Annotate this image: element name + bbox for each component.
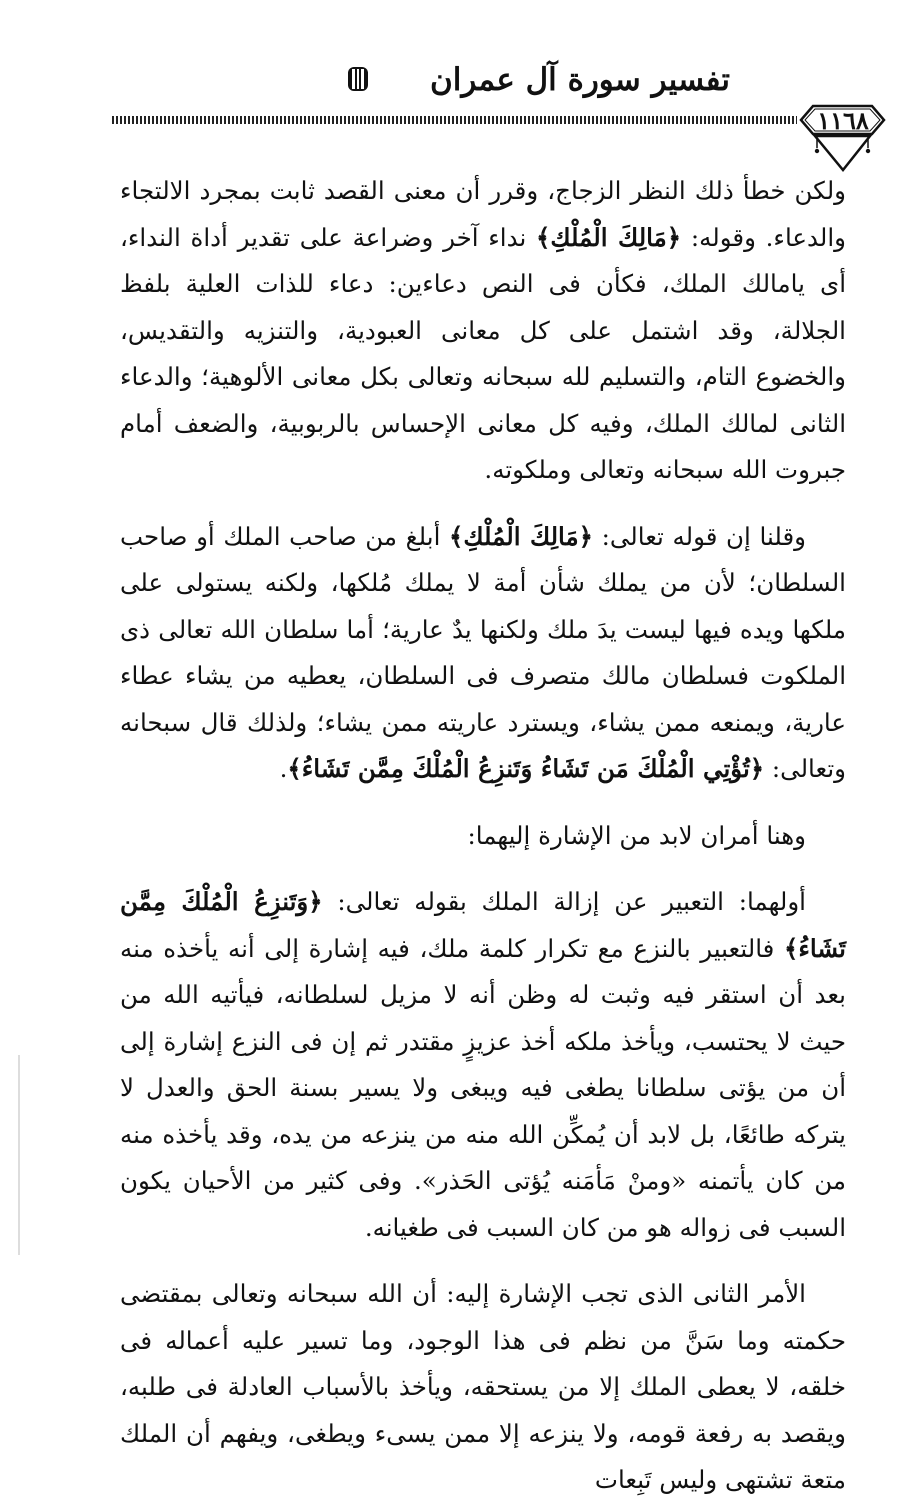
- page-number: ١١٦٨: [817, 106, 869, 135]
- paragraph: [120, 879, 846, 1251]
- text-run: .: [279, 754, 288, 783]
- text-run: ولكن خطأ ذلك النظر الزجاج، وقرر أن معنى القصد ثابت بمجرد الالتجاء والدعاء. وقوله:: [120, 176, 846, 252]
- body-text: [120, 168, 846, 1504]
- text-run: أبلغ من صاحب الملك أو صاحب السلطان؛ لأن من يملك شأن أمة لا يملك مُلكها، ولكنه يستولى على ملكها ويده فيها ليست يدَ ملك ولكنها يدٌ عارية؛ أما سلطان الله تعالى ذى الملكوت فسلطان مالك متصرف فى السلطان، يعطيه من يشاء عطاء عارية، ويمنعه ممن يشاء، ويسترد عاريته ممن يشاء؛ ولذلك قال سبحانه وتعالى:: [120, 521, 846, 783]
- paragraph: [120, 1271, 846, 1504]
- header-dotted-rule: [112, 116, 797, 124]
- ornament-icon: [344, 64, 372, 94]
- running-header-title: تفسير سورة آل عمران: [429, 62, 730, 98]
- quran-quote: ﴿مَالِكَ الْمُلْكِ﴾: [449, 521, 593, 551]
- paragraph: [120, 514, 846, 793]
- scan-edge-line: [18, 1055, 20, 1255]
- quran-quote: ﴿وَتَنزِعُ الْمُلْكَ مِمَّن تَشَاءُ﴾: [120, 887, 846, 963]
- text-run: الأمر الثانى الذى تجب الإشارة إليه: أن الله سبحانه وتعالى بمقتضى حكمته وما سَنَّ من نظم فى هذا الوجود، وما تسير عليه أعماله فى خلقه، لا يعطى الملك إلا من يستحقه، ويأخذ بالأسباب العادلة فى طلبه، ويقصد به رفعة قومه، ولا ينزعه إلا ممن يسىء ويطغى، ويفهم أن الملك متعة تشتهى وليس تَبِعات: [120, 1279, 846, 1494]
- paragraph: [120, 168, 846, 494]
- text-run: فالتعبير بالنزع مع تكرار كلمة ملك، فيه إشارة إلى أنه يأخذه منه بعد أن استقر فيه وثبت له وظن أنه لا مزيل لسلطانه، فيأتيه الله من حيث لا يحتسب، ويأخذ ملكه أخذ عزيزٍ مقتدر ثم إن فى النزع إشارة إلى أن من يؤتى سلطانا يطغى فيه ويبغى ولا يسير بسنة الحق والعدل لا يتركه طائعًا، بل لابد أن يُمكِّن الله منه من ينزعه من يده، وقد يأخذه منه من كان يأتمنه «ومنْ مَأمَنه يُؤتى الحَذر». وفى كثير من الأحيان يكون السبب فى زواله هو من كان السبب فى طغيانه.: [120, 933, 847, 1242]
- text-run: أولهما: التعبير عن إزالة الملك بقوله تعالى:: [322, 887, 806, 916]
- quran-quote: ﴿تُؤْتِي الْمُلْكَ مَن تَشَاءُ وَتَنزِعُ الْمُلْكَ مِمَّن تَشَاءُ﴾: [287, 754, 765, 783]
- quran-quote: ﴿مَالِكَ الْمُلْكِ﴾: [536, 222, 682, 252]
- text-run: وقلنا إن قوله تعالى:: [593, 521, 806, 551]
- text-run: وهنا أمران لابد من الإشارة إليهما:: [467, 820, 806, 850]
- paragraph: [120, 813, 846, 860]
- text-run: نداء آخر وضراعة على تقدير أداة النداء، أى يامالك الملك، فكأن فى النص دعاءين: دعاء للذات العلية بلفظ الجلالة، وقد اشتمل على كل معانى العبودية، والتنزيه والتقديس، والخضوع التام، والتسليم لله سبحانه وتعالى بكل معانى الألوهية؛ والدعاء الثانى لمالك الملك، وفيه كل معانى الإحساس بالربوبية، والضعف أمام جبروت الله سبحانه وتعالى وملكوته.: [120, 222, 846, 484]
